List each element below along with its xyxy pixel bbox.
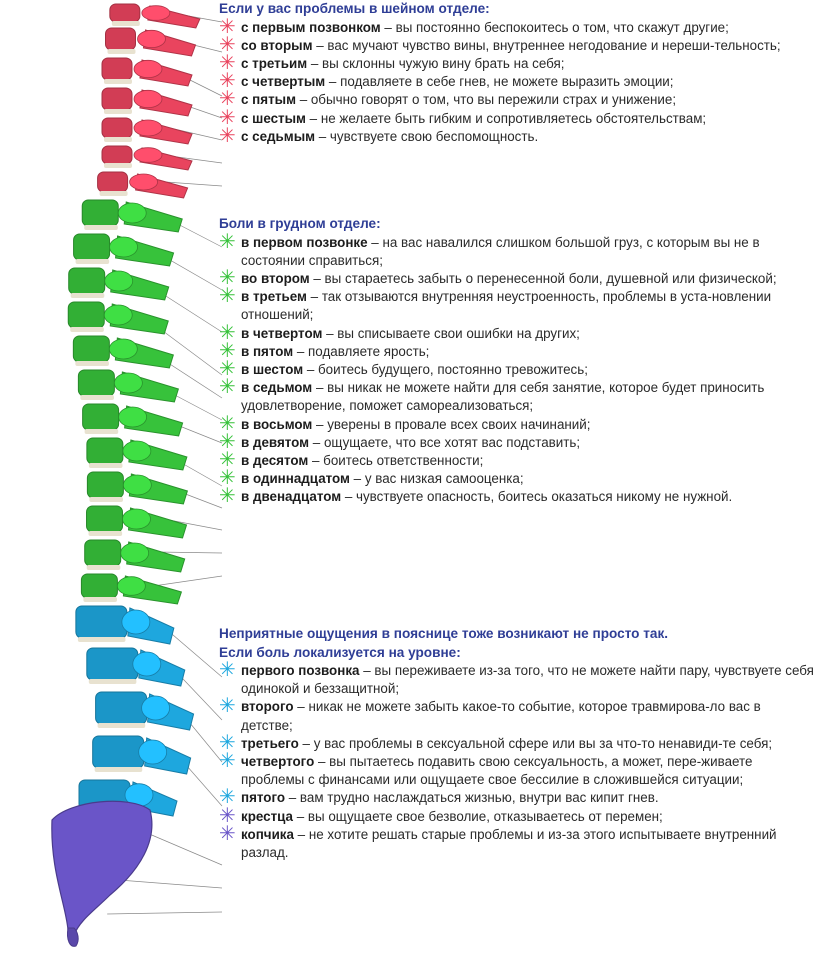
list-item: [219, 285, 779, 324]
lumbar-section: [219, 625, 815, 862]
vertebra-body: [87, 648, 138, 680]
vertebra-term: в шестом: [241, 361, 304, 377]
vertebra-body: [102, 118, 132, 138]
vertebra-term: крестца: [241, 808, 293, 824]
vertebra-facet: [114, 373, 142, 393]
vertebra-term: в третьем: [241, 289, 307, 305]
list-item: [219, 124, 815, 147]
vertebra-body: [78, 370, 114, 396]
vertebra-description: – вы списываете свои ошибки на других;: [322, 325, 580, 341]
vertebra-body: [83, 404, 119, 430]
cervical-section: [219, 0, 815, 146]
vertebra-description: – вас мучают чувство вины, внутреннее негодование и нереши-тельность;: [312, 37, 781, 53]
thoracic-list: [219, 230, 779, 508]
intervertebral-disc: [104, 137, 132, 142]
asterisk-bullet-icon: ✳: [219, 376, 236, 399]
list-item: [219, 430, 779, 453]
list-item: [219, 106, 815, 129]
intervertebral-disc: [78, 637, 126, 642]
asterisk-bullet-icon: ✳: [219, 70, 236, 93]
vertebra-facet: [109, 339, 137, 359]
intervertebral-disc: [108, 49, 136, 54]
asterisk-bullet-icon: ✳: [219, 106, 236, 129]
asterisk-bullet-icon: ✳: [219, 822, 236, 845]
vertebra-term: в девятом: [241, 434, 310, 450]
vertebra-term: с первым позвонком: [241, 19, 381, 35]
intervertebral-disc: [89, 531, 123, 536]
list-item: [219, 786, 815, 809]
vertebra-description: – у вас проблемы в сексуальной сфере или вы за что-то ненавиди-те себя;: [298, 735, 773, 751]
list-item: [219, 485, 779, 508]
asterisk-bullet-icon: ✳: [219, 467, 236, 490]
intervertebral-disc: [83, 597, 117, 602]
leader-line: [157, 552, 222, 553]
vertebra-body: [98, 172, 128, 192]
vertebra-description: – боитесь будущего, постоянно тревожитесь;: [303, 361, 588, 377]
intervertebral-disc: [98, 723, 146, 728]
intervertebral-disc: [104, 163, 132, 168]
intervertebral-disc: [71, 293, 105, 298]
asterisk-bullet-icon: ✳: [219, 266, 236, 289]
asterisk-bullet-icon: ✳: [219, 15, 236, 38]
vertebra-term: копчика: [241, 826, 294, 842]
vertebra-term: в четвертом: [241, 325, 323, 341]
list-item: [219, 659, 815, 698]
vertebra-facet: [133, 652, 161, 676]
list-item: [219, 731, 815, 754]
list-item: [219, 467, 779, 490]
vertebra-term: со вторым: [241, 37, 313, 53]
list-item: [219, 339, 779, 362]
list-item: [219, 804, 815, 827]
lumbar-title: Неприятные ощущения в пояснице тоже возникают не просто так.: [219, 626, 669, 641]
intervertebral-disc: [75, 361, 109, 366]
list-item: [219, 230, 779, 270]
vertebra-body: [106, 28, 136, 50]
intervertebral-disc: [84, 225, 118, 230]
vertebra-description: – чувствуете свою беспомощность.: [315, 128, 539, 144]
vertebra-description: – обычно говорят о том, что вы пережили страх и унижение;: [295, 92, 677, 108]
vertebra-body: [82, 200, 118, 226]
vertebra-body: [74, 234, 110, 260]
coccyx-shape: [67, 928, 78, 946]
vertebra-description: – не желаете быть гибким и сопротивляетесь обстоятельствам;: [305, 110, 707, 126]
asterisk-bullet-icon: ✳: [219, 33, 236, 56]
vertebra-description: – боитесь ответственности;: [308, 452, 484, 468]
vertebra-description: – вы стараетесь забыть о перенесенной боли, душевной или физической;: [309, 270, 777, 286]
asterisk-bullet-icon: ✳: [219, 695, 236, 718]
vertebra-body: [69, 268, 105, 294]
vertebra-description: – никак не можете забыть какое-то событие, которое травмирова-ло вас в детстве;: [241, 699, 761, 733]
vertebra-description: – так отзываются внутренняя неустроенность, проблемы в уста-новлении отношений;: [241, 289, 772, 323]
leader-line: [153, 576, 222, 586]
vertebra-description: – вы постоянно беспокоитесь о том, что скажут другие;: [380, 19, 729, 35]
intervertebral-disc: [70, 327, 104, 332]
vertebra-body: [87, 506, 123, 532]
vertebra-body: [110, 4, 140, 22]
asterisk-bullet-icon: ✳: [219, 357, 236, 380]
list-item: [219, 51, 815, 74]
leader-line: [107, 912, 222, 914]
vertebra-body: [68, 302, 104, 328]
asterisk-bullet-icon: ✳: [219, 659, 236, 681]
vertebra-term: с шестым: [241, 110, 306, 126]
vertebra-term: в восьмом: [241, 416, 313, 432]
intervertebral-disc: [100, 191, 128, 196]
vertebra-facet: [142, 6, 170, 21]
asterisk-bullet-icon: ✳: [219, 485, 236, 508]
intervertebral-disc: [95, 767, 143, 772]
asterisk-bullet-icon: ✳: [219, 339, 236, 362]
vertebra-term: в пятом: [241, 343, 294, 359]
lumbar-list: [219, 659, 815, 862]
asterisk-bullet-icon: ✳: [219, 412, 236, 435]
thoracic-section: [219, 215, 779, 507]
vertebra-body: [76, 606, 127, 638]
intervertebral-disc: [89, 463, 123, 468]
vertebra-body: [81, 574, 117, 598]
vertebra-facet: [105, 271, 133, 291]
list-item: [219, 266, 779, 289]
vertebra-term: четвертого: [241, 754, 315, 770]
vertebra-term: в одиннадцатом: [241, 471, 350, 487]
asterisk-bullet-icon: ✳: [219, 285, 236, 308]
vertebra-facet: [117, 577, 145, 596]
vertebra-body: [102, 146, 132, 164]
vertebra-body: [102, 58, 132, 80]
list-item: [219, 376, 779, 415]
vertebra-facet: [122, 610, 150, 634]
vertebra-description: – подавляете ярость;: [293, 343, 430, 359]
asterisk-bullet-icon: ✳: [219, 230, 236, 253]
list-item: [219, 321, 779, 344]
intervertebral-disc: [80, 395, 114, 400]
vertebra-body: [102, 88, 132, 110]
vertebra-term: первого позвонка: [241, 663, 360, 678]
vertebra-body: [87, 438, 123, 464]
intervertebral-disc: [104, 79, 132, 84]
thoracic-title: Боли в грудном отделе:: [219, 216, 381, 231]
vertebra-facet: [121, 543, 149, 563]
vertebra-facet: [134, 60, 162, 77]
asterisk-bullet-icon: ✳: [219, 804, 236, 827]
vertebra-body: [93, 736, 144, 768]
list-item: [219, 357, 779, 380]
vertebra-description: – уверены в провале всех своих начинаний;: [312, 416, 591, 432]
vertebra-description: – вы переживаете из-за того, что не можете найти пару, чувствуете себя одинокой и беззащитной;: [241, 663, 814, 697]
list-item: [219, 448, 779, 471]
vertebra-body: [85, 540, 121, 566]
vertebra-term: в седьмом: [241, 380, 313, 396]
vertebra-term: с третьим: [241, 55, 308, 71]
vertebra-term: во втором: [241, 270, 310, 286]
cervical-list: [219, 15, 815, 147]
vertebra-description: – на вас навалился слишком большой груз, с которым вы не в состоянии справиться;: [241, 234, 760, 268]
vertebra-term: в двенадцатом: [241, 489, 342, 505]
list-item: [219, 750, 815, 789]
leader-line: [140, 830, 222, 865]
asterisk-bullet-icon: ✳: [219, 731, 236, 754]
asterisk-bullet-icon: ✳: [219, 51, 236, 74]
vertebra-description: – вы склонны чужую вину брать на себя;: [307, 55, 565, 71]
list-item: [219, 88, 815, 111]
vertebra-term: пятого: [241, 790, 286, 806]
asterisk-bullet-icon: ✳: [219, 321, 236, 344]
vertebra-facet: [139, 740, 167, 764]
list-item: [219, 695, 815, 734]
intervertebral-disc: [87, 565, 121, 570]
intervertebral-disc: [112, 21, 140, 26]
vertebra-description: – подавляете в себе гнев, не можете выразить эмоции;: [325, 74, 674, 90]
vertebra-term: с четвертым: [241, 74, 326, 90]
vertebra-description: – ощущаете, что все хотят вас подставить;: [309, 434, 581, 450]
vertebra-description: – у вас низкая самооценка;: [349, 471, 524, 487]
vertebra-facet: [134, 120, 162, 136]
asterisk-bullet-icon: ✳: [219, 124, 236, 147]
vertebra-description: – вы пытаетесь подавить свою сексуальность, а может, пере-живаете проблемы с финансами или ощущаете свое бессилие в сложившейся ситуации;: [241, 754, 753, 788]
vertebra-body: [87, 472, 123, 498]
vertebra-facet: [123, 441, 151, 461]
vertebra-description: – вам трудно наслаждаться жизнью, внутри вас кипит гнев.: [285, 790, 659, 806]
vertebra-facet: [134, 90, 162, 107]
vertebra-body: [96, 692, 147, 724]
vertebra-facet: [130, 174, 158, 190]
vertebra-term: с пятым: [241, 92, 296, 108]
vertebra-facet: [142, 696, 170, 720]
vertebra-facet: [119, 407, 147, 427]
vertebra-term: третьего: [241, 735, 299, 751]
vertebra-term: в десятом: [241, 452, 309, 468]
vertebra-description: – не хотите решать старые проблемы и из-за этого испытываете внутренний разлад.: [241, 826, 777, 861]
intervertebral-disc: [89, 679, 137, 684]
list-item: [219, 412, 779, 435]
vertebra-term: в первом позвонке: [241, 234, 368, 250]
intervertebral-disc: [89, 497, 123, 502]
vertebra-facet: [138, 30, 166, 47]
vertebra-facet: [118, 203, 146, 223]
asterisk-bullet-icon: ✳: [219, 448, 236, 471]
sacrum-shape: [52, 801, 152, 935]
leader-line: [119, 880, 222, 888]
asterisk-bullet-icon: ✳: [219, 750, 236, 773]
intervertebral-disc: [85, 429, 119, 434]
vertebra-description: – чувствуете опасность, боитесь оказаться никому не нужной.: [341, 489, 733, 505]
list-item: [219, 33, 815, 56]
vertebra-body: [73, 336, 109, 362]
asterisk-bullet-icon: ✳: [219, 786, 236, 809]
list-item: [219, 822, 815, 862]
vertebra-term: с седьмым: [241, 128, 316, 144]
vertebra-facet: [134, 148, 162, 163]
intervertebral-disc: [76, 259, 110, 264]
list-item: [219, 70, 815, 93]
vertebra-facet: [123, 509, 151, 529]
cervical-title: Если у вас проблемы в шейном отделе:: [219, 1, 490, 16]
asterisk-bullet-icon: ✳: [219, 88, 236, 111]
vertebra-facet: [110, 237, 138, 257]
vertebra-description: – вы никак не можете найти для себя занятие, которое будет приносить удовлетворение, поможет самореализоваться;: [241, 380, 765, 414]
vertebra-facet: [104, 305, 132, 325]
intervertebral-disc: [104, 109, 132, 114]
vertebra-facet: [123, 475, 151, 495]
vertebra-description: – вы ощущаете свое безволие, отказываетесь от перемен;: [293, 808, 663, 824]
list-item: [219, 15, 815, 38]
lumbar-subtitle: Если боль локализуется на уровне:: [219, 644, 461, 660]
asterisk-bullet-icon: ✳: [219, 430, 236, 453]
vertebra-term: второго: [241, 699, 294, 715]
